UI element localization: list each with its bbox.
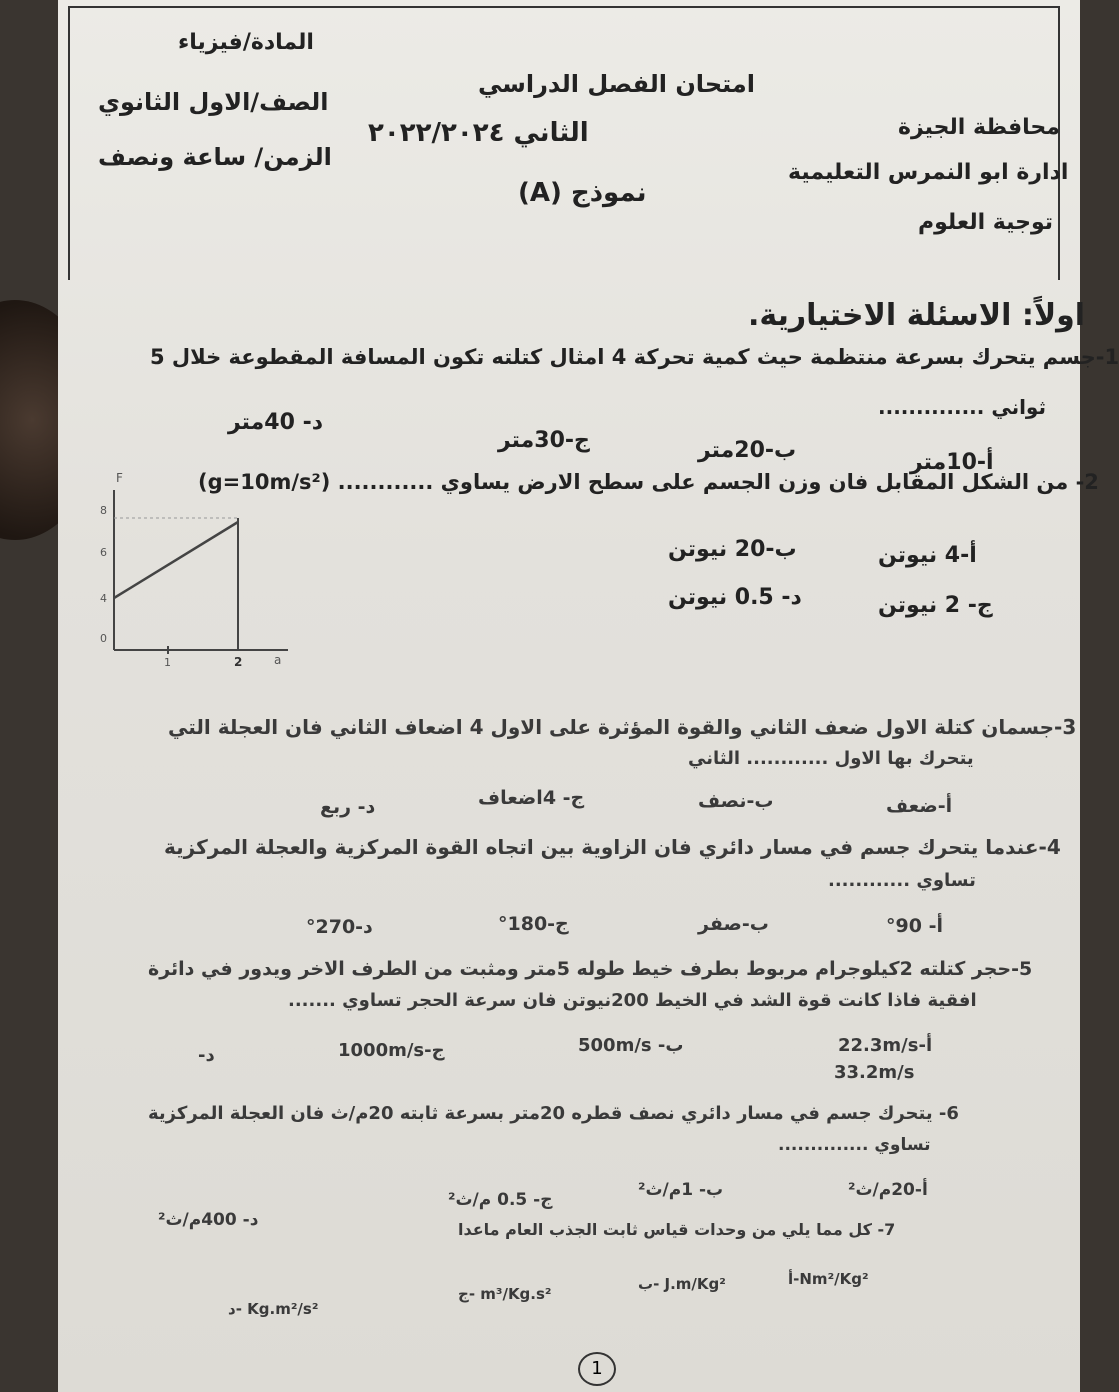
- q3-option-d: د- ربع: [320, 796, 376, 818]
- q7-option-b: ب- J.m/Kg²: [638, 1275, 726, 1293]
- q6-option-a: أ-20م/ث²: [848, 1180, 928, 1200]
- exam-paper: [58, 0, 1119, 1392]
- q5-option-d: د-: [198, 1045, 215, 1066]
- q5-option-a: أ-22.3m/s: [838, 1035, 933, 1056]
- q4-option-a: أ- 90°: [886, 915, 943, 937]
- q4-option-d: د-270°: [306, 916, 373, 938]
- question-3-text: 3-جسمان كتلة الاول ضعف الثاني والقوة المؤثرة على الاول 4 اضعاف الثاني فان العجلة التي: [168, 715, 1077, 739]
- q6-option-d: د- 400م/ث²: [158, 1210, 259, 1230]
- q1-option-c: ج-30متر: [498, 428, 590, 453]
- q3-option-c: ج- 4اضعاف: [478, 787, 585, 809]
- q2-option-a: أ-4 نيوتن: [878, 543, 977, 568]
- question-1-text2: ثواني ..............: [878, 395, 1046, 419]
- administration-label: ادارة ابو النمرس التعليمية: [788, 160, 1069, 185]
- question-5-text2: افقية فاذا كانت قوة الشد في الخيط 200نيوتن فان سرعة الحجر تساوي .......: [288, 990, 977, 1011]
- grade-label: الصف/الاول الثانوي: [98, 88, 329, 116]
- q5-option-extra: 33.2m/s: [834, 1062, 915, 1083]
- question-6-text: 6- يتحرك جسم في مسار دائري نصف قطره 20متر بسرعة ثابته 20م/ث فان العجلة المركزية: [148, 1103, 959, 1124]
- q2-option-d: د- 0.5 نيوتن: [668, 585, 802, 610]
- question-7-text: 7- كل مما يلي من وحدات قياس ثابت الجذب العام ماعدا: [458, 1220, 896, 1239]
- q3-option-a: أ-ضعف: [886, 795, 953, 817]
- page-number: 1: [578, 1352, 616, 1386]
- graph-y-label: F: [116, 471, 123, 485]
- time-label: الزمن/ ساعة ونصف: [98, 143, 332, 171]
- question-5-text: 5-حجر كتلته 2كيلوجرام مربوط بطرف خيط طوله 5متر ومثبت من الطرف الاخر ويدور في دائرة: [148, 958, 1033, 980]
- exam-term: الثاني ٢٠٢٢/٢٠٢٤: [368, 118, 589, 148]
- directorate-label: توجية العلوم: [918, 210, 1054, 235]
- question-4-text2: تساوي ............: [828, 870, 976, 891]
- governorate-label: محافظة الجيزة: [898, 115, 1060, 140]
- exam-title: امتحان الفصل الدراسي: [478, 70, 755, 98]
- question-6-text2: تساوي ..............: [778, 1135, 931, 1155]
- force-acceleration-graph: [88, 470, 308, 670]
- q1-option-a: أ-10متر: [910, 450, 994, 475]
- exam-model: نموذج (A): [518, 178, 647, 208]
- graph-xtick-1: 1: [164, 656, 171, 669]
- q7-option-a: أ-Nm²/Kg²: [788, 1270, 869, 1288]
- q1-option-d: د- 40متر: [228, 410, 324, 435]
- graph-ytick-4: 4: [100, 592, 107, 605]
- question-4-text: 4-عندما يتحرك جسم في مسار دائري فان الزاوية بين اتجاه القوة المركزية والعجلة المركزية: [164, 835, 1061, 859]
- q1-option-b: ب-20متر: [698, 438, 797, 463]
- q7-option-c: ج- m³/Kg.s²: [458, 1285, 552, 1303]
- graph-line: [114, 522, 238, 598]
- q4-option-c: ج-180°: [498, 913, 569, 935]
- question-1-text: 1-جسم يتحرك بسرعة منتظمة حيث كمية تحركة 4 امثال كتلته تكون المسافة المقطوعة خلال 5: [150, 345, 1119, 369]
- graph-ytick-0: 0: [100, 632, 107, 645]
- section-title: اولاً: الاسئلة الاختيارية.: [748, 298, 1086, 333]
- q2-option-c: ج- 2 نيوتن: [878, 593, 993, 618]
- q5-option-c: ج-1000m/s: [338, 1040, 445, 1061]
- question-3-text2: يتحرك بها الاول ............ الثاني: [688, 748, 974, 769]
- subject-label: المادة/فيزياء: [178, 30, 314, 55]
- graph-x-label: a: [274, 653, 282, 667]
- q6-option-c: ج- 0.5 م/ث²: [448, 1190, 553, 1210]
- q4-option-b: ب-صفر: [698, 913, 769, 935]
- q6-option-b: ب- 1م/ث²: [638, 1180, 724, 1200]
- q5-option-b: ب- 500m/s: [578, 1035, 684, 1056]
- graph-ytick-6: 6: [100, 546, 107, 559]
- q2-option-b: ب-20 نيوتن: [668, 537, 797, 562]
- graph-ytick-8: 8: [100, 504, 107, 517]
- q7-option-d: د- Kg.m²/s²: [228, 1300, 319, 1318]
- question-2-text: 2- من الشكل المقابل فان وزن الجسم على سطح الارض يساوي ............ (g=10m/s²): [198, 470, 1099, 494]
- q3-option-b: ب-نصف: [698, 790, 774, 812]
- graph-xtick-2: 2: [234, 655, 243, 669]
